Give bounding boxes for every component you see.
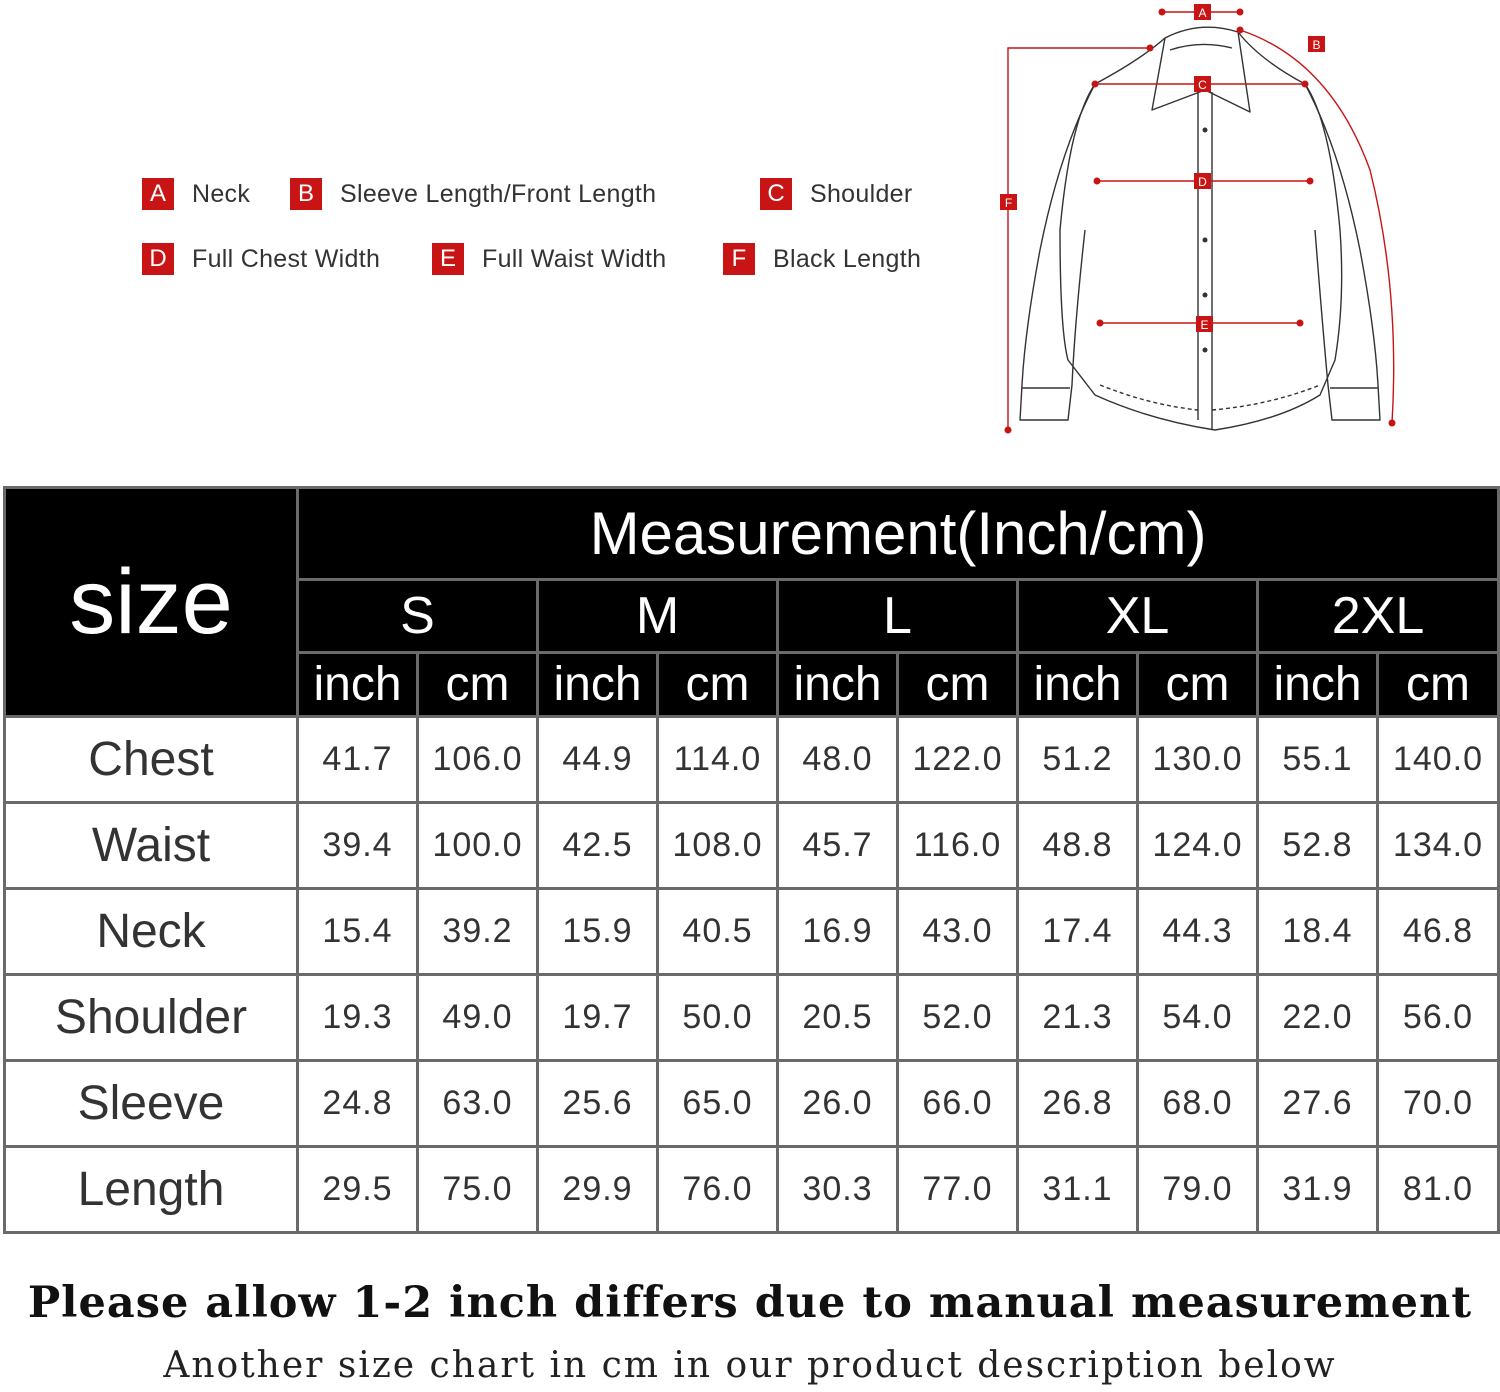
table-cell: 134.0 [1378, 803, 1499, 889]
legend-item-neck [142, 177, 250, 211]
table-cell: 39.4 [298, 803, 418, 889]
legend-item-waist [432, 242, 666, 276]
table-cell: 116.0 [898, 803, 1018, 889]
unit-inch: inch [778, 653, 898, 717]
collar-outline [1152, 27, 1250, 112]
table-body [5, 717, 1499, 1233]
table-cell: 100.0 [418, 803, 538, 889]
table-cell: 26.8 [1018, 1061, 1138, 1147]
unit-cm: cm [1378, 653, 1499, 717]
table-row [5, 803, 1499, 889]
table-cell: 48.0 [778, 717, 898, 803]
table-cell: 44.9 [538, 717, 658, 803]
table-cell: 44.3 [1138, 889, 1258, 975]
legend-badge-c: C [760, 178, 792, 210]
table-cell: 77.0 [898, 1147, 1018, 1233]
table-cell: 65.0 [658, 1061, 778, 1147]
size-m-header: M [538, 579, 778, 653]
legend-label-length: Black Length [773, 244, 922, 273]
table-cell: 108.0 [658, 803, 778, 889]
table-cell: 40.5 [658, 889, 778, 975]
measure-line-b [1240, 30, 1394, 423]
table-cell: 25.6 [538, 1061, 658, 1147]
unit-inch: inch [298, 653, 418, 717]
row-label-neck: Neck [5, 889, 298, 975]
left-sleeve-outline [1020, 84, 1095, 420]
legend-item-shoulder [760, 177, 912, 211]
table-cell: 79.0 [1138, 1147, 1258, 1233]
table-cell: 31.1 [1018, 1147, 1138, 1233]
size-chart-table [3, 486, 1500, 1234]
collar-band [1170, 44, 1232, 50]
table-cell: 68.0 [1138, 1061, 1258, 1147]
shirt-illustration [995, 0, 1415, 445]
row-label-sleeve: Sleeve [5, 1061, 298, 1147]
table-cell: 20.5 [778, 975, 898, 1061]
table-cell: 49.0 [418, 975, 538, 1061]
table-cell: 17.4 [1018, 889, 1138, 975]
table-cell: 76.0 [658, 1147, 778, 1233]
table-cell: 24.8 [298, 1061, 418, 1147]
table-cell: 42.5 [538, 803, 658, 889]
unit-cm: cm [418, 653, 538, 717]
table-cell: 55.1 [1258, 717, 1378, 803]
table-cell: 39.2 [418, 889, 538, 975]
legend-label-chest: Full Chest Width [192, 244, 381, 273]
table-cell: 66.0 [898, 1061, 1018, 1147]
marker-d: D [1198, 175, 1207, 189]
table-cell: 63.0 [418, 1061, 538, 1147]
table-cell: 26.0 [778, 1061, 898, 1147]
size-chart-note: Another size chart in cm in our product description below [163, 1345, 1337, 1386]
legend-item-chest [142, 242, 380, 276]
shirt-body-outline [1060, 84, 1342, 430]
table-cell: 45.7 [778, 803, 898, 889]
table-cell: 31.9 [1258, 1147, 1378, 1233]
table-cell: 70.0 [1378, 1061, 1499, 1147]
unit-cm: cm [1138, 653, 1258, 717]
table-cell: 22.0 [1258, 975, 1378, 1061]
table-cell: 19.3 [298, 975, 418, 1061]
table-cell: 29.9 [538, 1147, 658, 1233]
legend-item-length [723, 242, 921, 276]
legend-badge-e: E [432, 243, 464, 275]
marker-b: B [1312, 38, 1321, 52]
table-cell: 140.0 [1378, 717, 1499, 803]
unit-inch: inch [538, 653, 658, 717]
table-cell: 50.0 [658, 975, 778, 1061]
size-xl-header: XL [1018, 579, 1258, 653]
legend-label-shoulder: Shoulder [810, 179, 913, 208]
shirt-diagram [995, 0, 1415, 445]
legend-item-sleeve [290, 177, 656, 211]
table-cell: 114.0 [658, 717, 778, 803]
table-cell: 18.4 [1258, 889, 1378, 975]
table-cell: 15.4 [298, 889, 418, 975]
measurement-header: Measurement(Inch/cm) [298, 488, 1499, 580]
table-cell: 29.5 [298, 1147, 418, 1233]
table-cell: 122.0 [898, 717, 1018, 803]
table-row [5, 889, 1499, 975]
measurement-legend [0, 0, 990, 470]
table-cell: 52.0 [898, 975, 1018, 1061]
table-row [5, 717, 1499, 803]
legend-badge-d: D [142, 243, 174, 275]
marker-a: A [1198, 6, 1207, 20]
table-cell: 51.2 [1018, 717, 1138, 803]
row-label-waist: Waist [5, 803, 298, 889]
right-sleeve-outline [1305, 84, 1380, 420]
legend-label-waist: Full Waist Width [482, 244, 667, 273]
unit-inch: inch [1018, 653, 1138, 717]
button-placket [1198, 92, 1212, 430]
unit-inch: inch [1258, 653, 1378, 717]
table-cell: 30.3 [778, 1147, 898, 1233]
table-cell: 130.0 [1138, 717, 1258, 803]
marker-e: E [1200, 318, 1209, 332]
table-cell: 41.7 [298, 717, 418, 803]
hem-stitch [1100, 385, 1320, 410]
marker-f: F [1004, 196, 1013, 210]
table-cell: 46.8 [1378, 889, 1499, 975]
table-cell: 56.0 [1378, 975, 1499, 1061]
table-cell: 106.0 [418, 717, 538, 803]
legend-label-sleeve: Sleeve Length/Front Length [340, 179, 657, 208]
table-cell: 81.0 [1378, 1147, 1499, 1233]
table-header [5, 488, 1499, 717]
table-cell: 43.0 [898, 889, 1018, 975]
measure-dots [1005, 9, 1396, 434]
table-cell: 21.3 [1018, 975, 1138, 1061]
size-l-header: L [778, 579, 1018, 653]
legend-badge-b: B [290, 178, 322, 210]
table-cell: 27.6 [1258, 1061, 1378, 1147]
unit-cm: cm [658, 653, 778, 717]
table-cell: 15.9 [538, 889, 658, 975]
size-s-header: S [298, 579, 538, 653]
row-label-length: Length [5, 1147, 298, 1233]
row-label-chest: Chest [5, 717, 298, 803]
table-cell: 19.7 [538, 975, 658, 1061]
marker-c: C [1198, 78, 1207, 92]
size-2xl-header: 2XL [1258, 579, 1499, 653]
table-cell: 124.0 [1138, 803, 1258, 889]
table-row [5, 1147, 1499, 1233]
table-row [5, 975, 1499, 1061]
row-label-shoulder: Shoulder [5, 975, 298, 1061]
legend-badge-f: F [723, 243, 755, 275]
disclaimer-note: Please allow 1-2 inch differs due to manual measurement [27, 1278, 1473, 1328]
legend-label-neck: Neck [192, 179, 251, 208]
legend-badge-a: A [142, 178, 174, 210]
size-header: size [5, 488, 298, 717]
unit-cm: cm [898, 653, 1018, 717]
table-cell: 16.9 [778, 889, 898, 975]
table-cell: 48.8 [1018, 803, 1138, 889]
measure-line-f [1008, 48, 1150, 430]
table-cell: 52.8 [1258, 803, 1378, 889]
table-row [5, 1061, 1499, 1147]
table-cell: 75.0 [418, 1147, 538, 1233]
table-cell: 54.0 [1138, 975, 1258, 1061]
